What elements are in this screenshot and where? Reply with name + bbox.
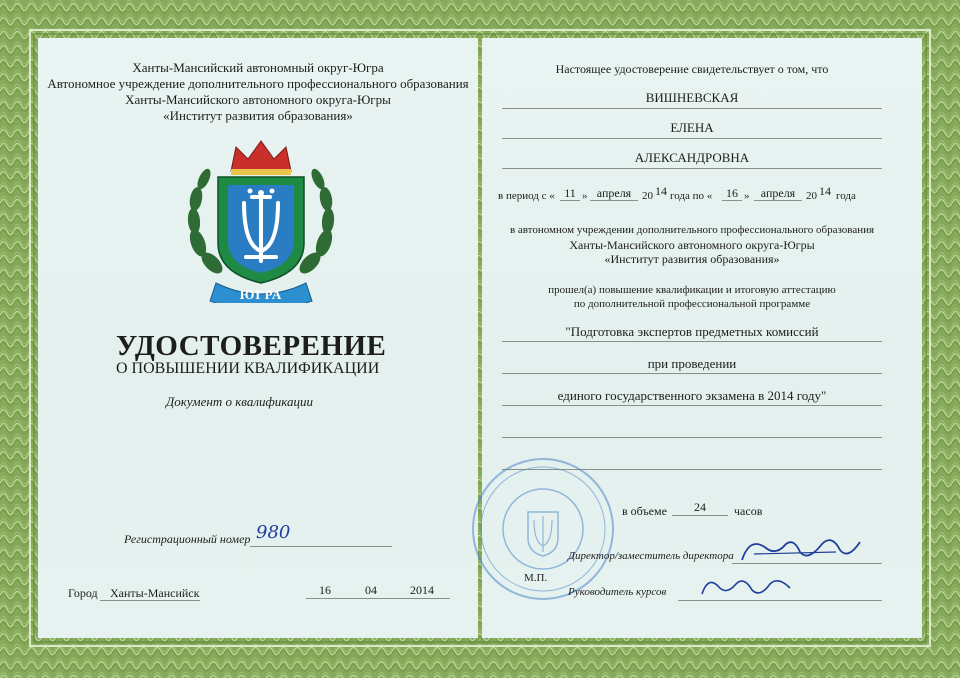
surname-line [502, 108, 882, 109]
date-line [306, 598, 450, 599]
program-line-3: единого государственного экзамена в 2014 году" [557, 388, 827, 403]
period-from-day: 11 [564, 186, 576, 200]
patronymic-line [502, 168, 882, 169]
header-line-4: «Институт развития образования» [163, 108, 353, 123]
first-name: ЕЛЕНА [670, 120, 714, 135]
passed-line-1: прошел(а) повышение квалификации и итоговую аттестацию [548, 284, 836, 296]
registration-number: 980 [256, 522, 291, 543]
period-to-day-line [722, 200, 742, 201]
program-line-2-rule [502, 373, 882, 374]
program-line-1: "Подготовка экспертов предметных комиссий [565, 324, 819, 339]
period-to-day: 16 [726, 186, 738, 200]
period-to-year-prefix: 20 [806, 190, 817, 202]
program-line-2: при проведении [647, 356, 737, 371]
director-signature [736, 530, 866, 570]
period-from-day-line [560, 200, 580, 201]
city-label: Город [68, 586, 98, 600]
right-page [482, 38, 922, 638]
hours-unit: часов [734, 504, 763, 518]
director-label: Директор/заместитель директора [568, 550, 734, 562]
period-to-month: апреля [760, 186, 796, 200]
period-from-month-line [590, 200, 638, 201]
program-line-1-rule [502, 341, 882, 342]
program-line-3-rule [502, 405, 882, 406]
period-from-quote-close: » [582, 190, 588, 202]
period-prefix: в период с « [498, 190, 555, 202]
hours-value: 24 [694, 500, 706, 514]
period-from-month: апреля [596, 186, 632, 200]
period-from-year: 14 [655, 184, 667, 198]
header-line-3: Ханты-Мансийского автономного округа-Югры [125, 92, 391, 107]
date-year: 2014 [410, 583, 434, 597]
document-subtitle: О ПОВЫШЕНИИ КВАЛИФИКАЦИИ [116, 360, 380, 377]
org-line-3: «Институт развития образования» [604, 252, 780, 266]
header-line-2: Автономное учреждение дополнительного профессионального образования [47, 76, 469, 91]
period-to-prefix: года по « [670, 190, 713, 202]
left-page [38, 38, 478, 638]
period-to-month-line [754, 200, 802, 201]
city-line [100, 600, 200, 601]
city-value: Ханты-Мансийск [110, 586, 200, 600]
coat-of-arms-emblem [176, 133, 346, 303]
period-from-year-prefix: 20 [642, 190, 653, 202]
course-head-signature [696, 570, 796, 604]
patronymic: АЛЕКСАНДРОВНА [634, 150, 750, 165]
period-year-suffix: года [836, 190, 856, 202]
period-to-year: 14 [819, 184, 831, 198]
document-type: Документ о квалификации [166, 394, 313, 409]
intro-text: Настоящее удостоверение свидетельствует о том, что [555, 62, 829, 76]
emblem-ribbon-label: ЮГРА [239, 287, 283, 302]
first-name-line [502, 138, 882, 139]
stamp-place-label: М.П. [524, 572, 548, 584]
passed-line-2: по дополнительной профессиональной программе [573, 298, 811, 310]
program-line-4-rule [502, 437, 882, 438]
hours-line [672, 515, 728, 516]
org-line-1: в автономном учреждении дополнительного профессионального образования [509, 224, 875, 236]
course-head-label: Руководитель курсов [568, 586, 667, 598]
date-day: 16 [319, 583, 331, 597]
period-to-quote-close: » [744, 190, 750, 202]
org-line-2: Ханты-Мансийского автономного округа-Югры [569, 238, 815, 252]
surname: ВИШНЕВСКАЯ [645, 90, 739, 105]
header-line-1: Ханты-Мансийский автономный округ-Югра [132, 60, 384, 75]
registration-line [250, 546, 392, 547]
document-title: УДОСТОВЕРЕНИЕ [116, 330, 387, 362]
date-month: 04 [365, 583, 377, 597]
registration-label: Регистрационный номер [124, 532, 251, 546]
hours-label: в объеме [622, 504, 667, 518]
